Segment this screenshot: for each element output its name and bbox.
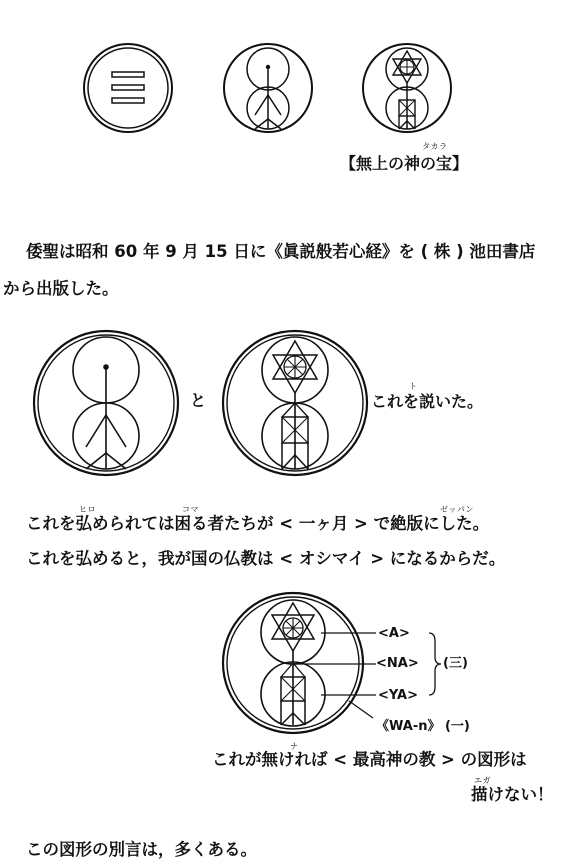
label-a: <A> — [378, 626, 410, 641]
ruby-ega: エガ — [474, 776, 491, 785]
ruby-zeppan: ゼッパン — [440, 505, 474, 514]
ruby-to: ト — [409, 382, 418, 391]
label-na: <NA> — [376, 656, 419, 671]
ruby-hiro: ヒロ — [79, 505, 96, 514]
symbol-three-lines — [83, 43, 173, 133]
para1-line1: 倭聖は昭和 60 年 9 月 15 日に《眞説般若心経》を ( 株 ) 池田書店 — [26, 242, 536, 261]
symbol-figure-small — [223, 43, 313, 133]
para2-line2: これを弘めると，我が国の仏教は < オシマイ > になるからだ。 — [26, 549, 506, 568]
ruby-takara: タカラ — [422, 142, 448, 151]
para3-line1: これが無ければ < 最高神の教 > の図形は — [212, 750, 527, 769]
word-to: と — [190, 391, 207, 410]
label-san: (三) — [443, 656, 468, 671]
para1-line2: から出版した。 — [3, 279, 119, 298]
para3-line2: 描けない！ — [471, 785, 554, 804]
ruby-koma: コマ — [182, 505, 199, 514]
para4: この図形の別言は，多くある。 — [26, 840, 257, 859]
ruby-na: ナ — [290, 742, 299, 751]
label-wan: 《WA-n》 (一) — [376, 719, 470, 734]
symbol-figure-large — [32, 329, 180, 477]
caption-treasure: 【無上の神の宝】 — [340, 154, 469, 173]
explained-text: これを説いた。 — [371, 392, 484, 411]
symbol-treasure-small — [362, 43, 452, 133]
symbol-treasure-large — [221, 329, 369, 477]
symbol-annotated — [221, 593, 461, 733]
label-ya: <YA> — [378, 688, 419, 703]
para2-line1: これを弘められては困る者たちが < 一ヶ月 > で絶版にした。 — [26, 514, 490, 533]
